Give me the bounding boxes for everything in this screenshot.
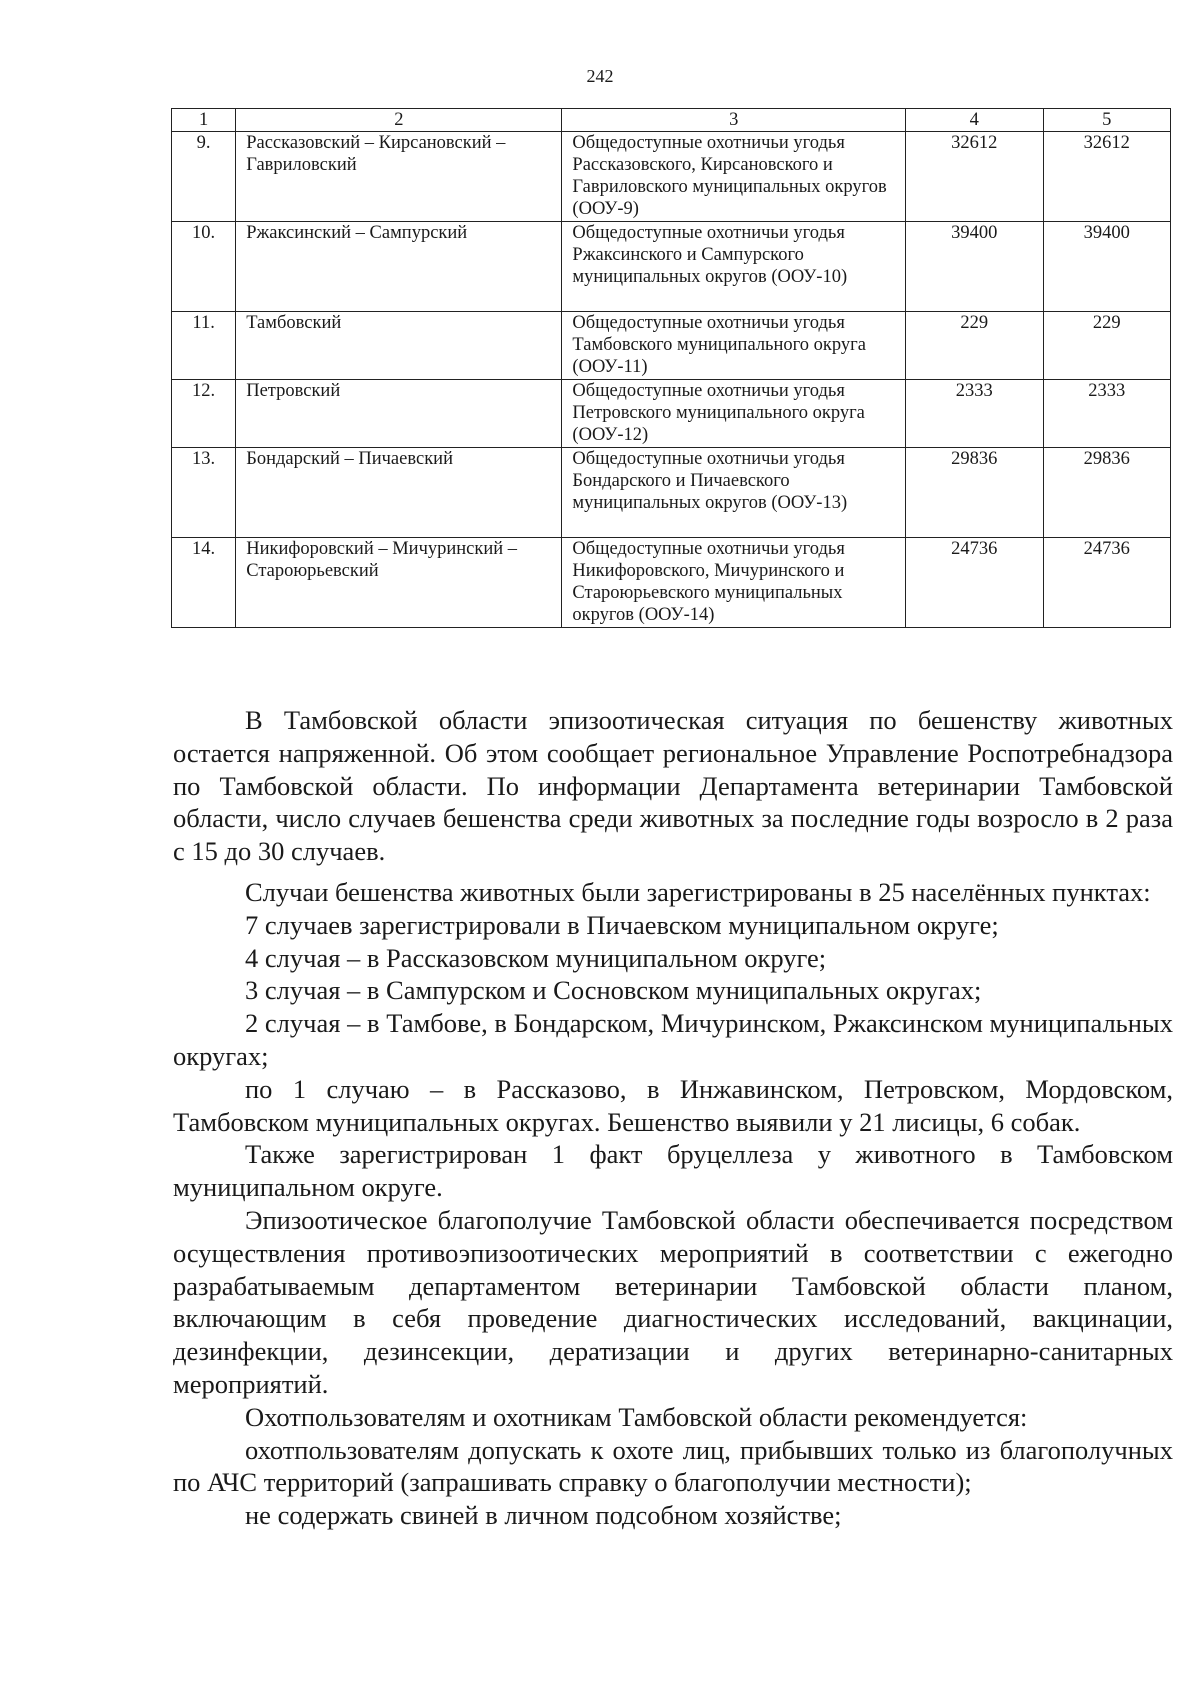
table-header-cell: 5	[1043, 109, 1170, 132]
paragraph: охотпользователям допускать к охоте лиц, прибывших только из благополучных по АЧС территорий (запрашивать справку о благополучии местности);	[173, 1434, 1173, 1498]
paragraph: 7 случаев зарегистрировали в Пичаевском муниципальном округе;	[245, 909, 999, 940]
area-value: 39400	[1043, 222, 1170, 312]
body-text	[173, 704, 1173, 1532]
district-names: Бондарский – Пичаевский	[236, 448, 562, 538]
paragraph: В Тамбовской области эпизоотическая ситуация по бешенству животных остается напряженной. Об этом сообщает региональное Управление Роспотребнадзора по Тамбовской области. По информации Департамента ветеринарии Тамбовской области, число случаев бешенства среди животных за последние годы возросло в 2 раза с 15 до 30 случаев.	[173, 705, 1173, 867]
row-number: 11.	[172, 312, 236, 380]
hunting-grounds-name: Общедоступные охотничьи угодья Никифоровского, Мичуринского и Староюрьевского муниципальных округов (ООУ-14)	[562, 538, 906, 628]
paragraph: 3 случая – в Сампурском и Сосновском муниципальных округах;	[245, 975, 982, 1006]
table-header-cell: 3	[562, 109, 906, 132]
hunting-grounds-name: Общедоступные охотничьи угодья Рассказовского, Кирсановского и Гавриловского муниципальных округов (ООУ-9)	[562, 132, 906, 222]
area-value: 29836	[1043, 448, 1170, 538]
table-header-cell: 1	[172, 109, 236, 132]
district-names: Тамбовский	[236, 312, 562, 380]
row-number: 14.	[172, 538, 236, 628]
area-value: 32612	[905, 132, 1043, 222]
district-names: Рассказовский – Кирсановский – Гавриловский	[236, 132, 562, 222]
area-value: 39400	[905, 222, 1043, 312]
district-names: Ржаксинский – Сампурский	[236, 222, 562, 312]
paragraph: Также зарегистрирован 1 факт бруцеллеза у животного в Тамбовском муниципальном округе.	[173, 1139, 1173, 1203]
row-number: 10.	[172, 222, 236, 312]
area-value: 32612	[1043, 132, 1170, 222]
hunting-grounds-name: Общедоступные охотничьи угодья Ржаксинского и Сампурского муниципальных округов (ООУ-10)	[562, 222, 906, 312]
hunting-grounds-name: Общедоступные охотничьи угодья Петровского муниципального округа (ООУ-12)	[562, 380, 906, 448]
paragraph: по 1 случаю – в Рассказово, в Инжавинском, Петровском, Мордовском, Тамбовском муниципальных округах. Бешенство выявили у 21 лисицы, 6 собак.	[173, 1073, 1173, 1137]
hunting-grounds-name: Общедоступные охотничьи угодья Бондарского и Пичаевского муниципальных округов (ООУ-13)	[562, 448, 906, 538]
row-number: 13.	[172, 448, 236, 538]
area-value: 2333	[905, 380, 1043, 448]
paragraph: Охотпользователям и охотникам Тамбовской области рекомендуется:	[245, 1401, 1028, 1432]
paragraph: 2 случая – в Тамбове, в Бондарском, Мичуринском, Ржаксинском муниципальных округах;	[173, 1008, 1173, 1071]
table-row	[172, 312, 1171, 380]
area-value: 2333	[1043, 380, 1170, 448]
paragraph: Случаи бешенства животных были зарегистрированы в 25 населённых пунктах:	[245, 876, 1151, 907]
district-names: Никифоровский – Мичуринский – Староюрьевский	[236, 538, 562, 628]
row-number: 12.	[172, 380, 236, 448]
area-value: 24736	[905, 538, 1043, 628]
table-row	[172, 538, 1171, 628]
area-value: 229	[1043, 312, 1170, 380]
table-row	[172, 380, 1171, 448]
paragraph: 4 случая – в Рассказовском муниципальном округе;	[245, 942, 827, 973]
row-number: 9.	[172, 132, 236, 222]
district-names: Петровский	[236, 380, 562, 448]
hunting-grounds-table	[171, 108, 1171, 628]
area-value: 24736	[1043, 538, 1170, 628]
area-value: 229	[905, 312, 1043, 380]
table-row	[172, 448, 1171, 538]
table-row	[172, 132, 1171, 222]
table-header-cell: 2	[236, 109, 562, 132]
area-value: 29836	[905, 448, 1043, 538]
table-row	[172, 222, 1171, 312]
page-number: 242	[586, 66, 614, 86]
table-header-row	[172, 109, 1171, 132]
table-header-cell: 4	[905, 109, 1043, 132]
hunting-grounds-name: Общедоступные охотничьи угодья Тамбовского муниципального округа (ООУ-11)	[562, 312, 906, 380]
paragraph: не содержать свиней в личном подсобном хозяйстве;	[245, 1500, 842, 1531]
paragraph: Эпизоотическое благополучие Тамбовской области обеспечивается посредством осуществления противоэпизоотических мероприятий в соответствии с ежегодно разрабатываемым департаментом ветеринарии Тамбовской области планом, включающим в себя проведение диагностических исследований, вакцинации, дезинфекции, дезинсекции, дератизации и других ветеринарно-санитарных мероприятий.	[173, 1204, 1173, 1399]
